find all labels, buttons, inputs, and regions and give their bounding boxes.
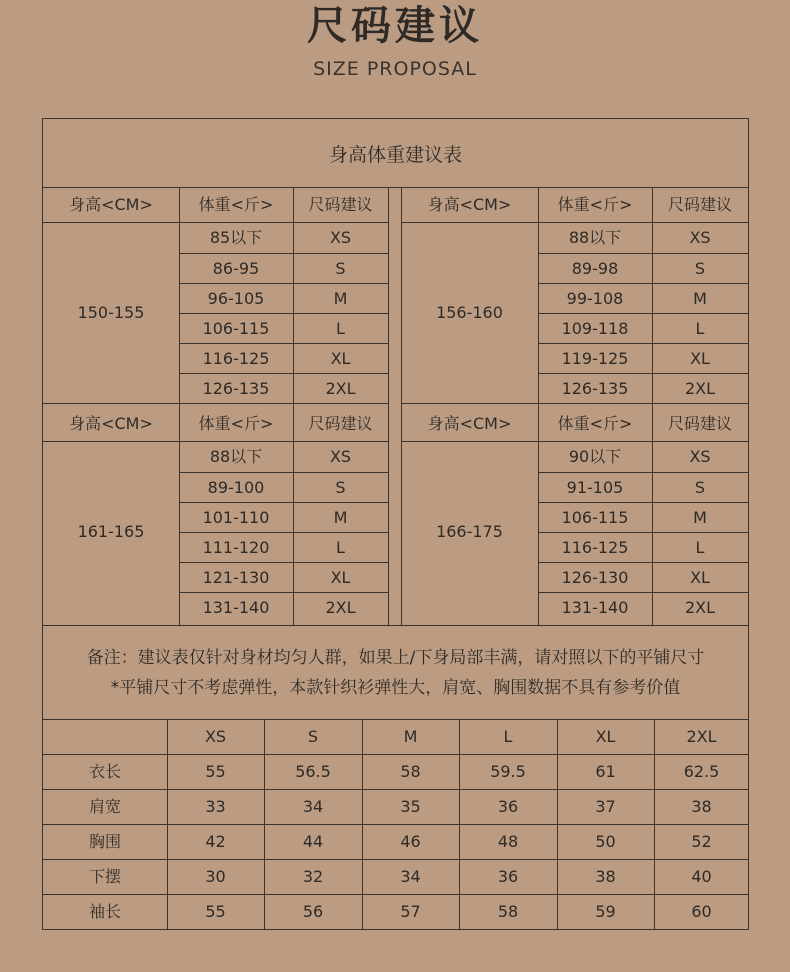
- divider: [401, 403, 748, 404]
- column-header-height: 身高<CM>: [69, 414, 153, 433]
- measurement-value: 35: [400, 797, 421, 816]
- size-cell: L: [652, 313, 748, 343]
- divider: [538, 406, 539, 625]
- weight-cell: 111-120: [179, 532, 293, 562]
- size-cell: XL: [293, 562, 388, 592]
- size-cell: 2XL: [652, 592, 748, 622]
- size-cell: XS: [329, 447, 352, 466]
- weight-cell: 85以下: [209, 228, 263, 247]
- weight-cell: 89-98: [538, 253, 652, 283]
- divider: [401, 187, 402, 406]
- weight-cell: 96-105: [179, 283, 293, 313]
- size-chart-frame: [42, 118, 749, 930]
- divider: [43, 403, 388, 404]
- measurement-table: [43, 719, 748, 930]
- size-cell: 2XL: [652, 373, 748, 403]
- size-header-cell: XS: [204, 727, 227, 746]
- weight-cell: 106-115: [179, 313, 293, 343]
- divider: [401, 406, 402, 625]
- weight-cell: 126-130: [538, 562, 652, 592]
- measurement-value: 61: [595, 762, 616, 781]
- size-header-cell: L: [503, 727, 513, 746]
- measurement-value: 60: [691, 902, 712, 921]
- column-header-weight: 体重<斤>: [557, 195, 633, 214]
- height-range-cell: 156-160: [436, 303, 503, 322]
- measurement-value: 58: [497, 902, 519, 921]
- weight-cell: 131-140: [538, 592, 652, 622]
- measurement-value: 59: [595, 902, 616, 921]
- measurement-value: 44: [302, 832, 324, 851]
- divider: [179, 187, 180, 406]
- measurement-value: 55: [205, 902, 226, 921]
- measurement-value: 30: [205, 867, 226, 886]
- divider: [43, 894, 748, 895]
- measurement-value: 34: [400, 867, 421, 886]
- size-cell: L: [293, 532, 388, 562]
- measurement-value: 46: [400, 832, 421, 851]
- size-cell: XL: [293, 343, 388, 373]
- note-line-2: *平铺尺寸不考虑弹性，本款针织衫弹性大，肩宽、胸围数据不具有参考价值: [110, 678, 681, 698]
- divider: [652, 187, 653, 406]
- size-cell: M: [652, 502, 748, 532]
- divider: [538, 187, 539, 406]
- column-header-size: 尺码建议: [667, 414, 732, 433]
- column-header-size: 尺码建议: [667, 195, 732, 214]
- size-header-cell: S: [307, 727, 319, 746]
- weight-cell: 91-105: [538, 472, 652, 502]
- measurement-value: 37: [595, 797, 616, 816]
- measurement-value: 32: [302, 867, 324, 886]
- weight-cell: 109-118: [538, 313, 652, 343]
- page-subtitle: SIZE PROPOSAL: [313, 58, 477, 80]
- divider: [167, 719, 168, 930]
- measurement-value: 56.5: [295, 762, 331, 781]
- weight-cell: 131-140: [179, 592, 293, 622]
- weight-cell: 88以下: [568, 228, 622, 247]
- weight-cell: 89-100: [179, 472, 293, 502]
- divider: [43, 859, 748, 860]
- measurement-value: 36: [497, 867, 519, 886]
- size-cell: XS: [689, 228, 711, 247]
- measurement-value: 38: [595, 867, 616, 886]
- height-range-cell: 161-165: [77, 522, 145, 541]
- measurement-label: 下摆: [88, 867, 121, 886]
- measurement-label: 袖长: [88, 902, 121, 921]
- height-range-cell: 166-175: [436, 522, 503, 541]
- size-cell: XS: [329, 228, 352, 247]
- size-cell: S: [293, 472, 388, 502]
- size-cell: 2XL: [293, 592, 388, 622]
- measurement-value: 52: [691, 832, 712, 851]
- measurement-value: 62.5: [683, 762, 720, 781]
- size-cell: 2XL: [293, 373, 388, 403]
- note-line-1: 备注：建议表仅针对身材均匀人群，如果上/下身局部丰满，请对照以下的平铺尺寸: [86, 648, 705, 668]
- weight-cell: 116-125: [179, 343, 293, 373]
- weight-cell: 126-135: [538, 373, 652, 403]
- weight-cell: 126-135: [179, 373, 293, 403]
- measurement-value: 48: [497, 832, 519, 851]
- column-header-size: 尺码建议: [308, 195, 373, 214]
- measurement-value: 50: [595, 832, 616, 851]
- size-cell: S: [652, 472, 748, 502]
- weight-cell: 88以下: [209, 447, 263, 466]
- divider: [43, 789, 748, 790]
- measurement-value: 59.5: [490, 762, 526, 781]
- size-cell: S: [293, 253, 388, 283]
- weight-cell: 99-108: [538, 283, 652, 313]
- column-header-height: 身高<CM>: [427, 414, 512, 433]
- measurement-value: 40: [691, 867, 712, 886]
- size-cell: XL: [652, 562, 748, 592]
- size-header-cell: XL: [595, 727, 616, 746]
- measurement-value: 55: [205, 762, 226, 781]
- size-cell: M: [652, 283, 748, 313]
- column-header-weight: 体重<斤>: [198, 414, 274, 433]
- divider: [293, 187, 294, 406]
- divider: [459, 719, 460, 930]
- measurement-label: 衣长: [88, 762, 121, 781]
- measurement-value: 58: [400, 762, 421, 781]
- divider: [43, 824, 748, 825]
- measurement-value: 38: [691, 797, 712, 816]
- divider: [652, 406, 653, 625]
- divider: [388, 406, 389, 625]
- measurement-value: 33: [205, 797, 226, 816]
- measurement-label: 胸围: [88, 832, 121, 851]
- size-cell: XL: [652, 343, 748, 373]
- divider: [264, 719, 265, 930]
- divider: [43, 754, 748, 755]
- size-cell: L: [652, 532, 748, 562]
- weight-cell: 101-110: [179, 502, 293, 532]
- measurement-value: 36: [497, 797, 519, 816]
- size-cell: L: [293, 313, 388, 343]
- divider: [654, 719, 655, 930]
- measurement-value: 57: [400, 902, 421, 921]
- weight-cell: 90以下: [568, 447, 622, 466]
- height-range-cell: 150-155: [77, 303, 145, 322]
- size-cell: M: [293, 283, 388, 313]
- measurement-value: 56: [302, 902, 324, 921]
- page-title: 尺码建议: [307, 3, 483, 49]
- size-cell: XS: [689, 447, 711, 466]
- column-header-size: 尺码建议: [308, 414, 373, 433]
- divider: [557, 719, 558, 930]
- measurement-value: 42: [205, 832, 226, 851]
- size-header-cell: 2XL: [686, 727, 717, 746]
- weight-cell: 116-125: [538, 532, 652, 562]
- size-table-title: 身高体重建议表: [328, 144, 462, 166]
- column-header-height: 身高<CM>: [69, 195, 153, 214]
- column-header-height: 身高<CM>: [427, 195, 512, 214]
- divider: [362, 719, 363, 930]
- column-header-weight: 体重<斤>: [198, 195, 274, 214]
- measurement-label: 肩宽: [88, 797, 121, 816]
- divider: [388, 187, 389, 406]
- measurement-value: 34: [302, 797, 324, 816]
- size-cell: M: [293, 502, 388, 532]
- weight-cell: 106-115: [538, 502, 652, 532]
- divider: [293, 406, 294, 625]
- size-header-cell: M: [403, 727, 418, 746]
- weight-cell: 119-125: [538, 343, 652, 373]
- weight-cell: 86-95: [179, 253, 293, 283]
- column-header-weight: 体重<斤>: [557, 414, 633, 433]
- divider: [179, 406, 180, 625]
- note-section: [43, 625, 748, 719]
- size-cell: S: [652, 253, 748, 283]
- weight-cell: 121-130: [179, 562, 293, 592]
